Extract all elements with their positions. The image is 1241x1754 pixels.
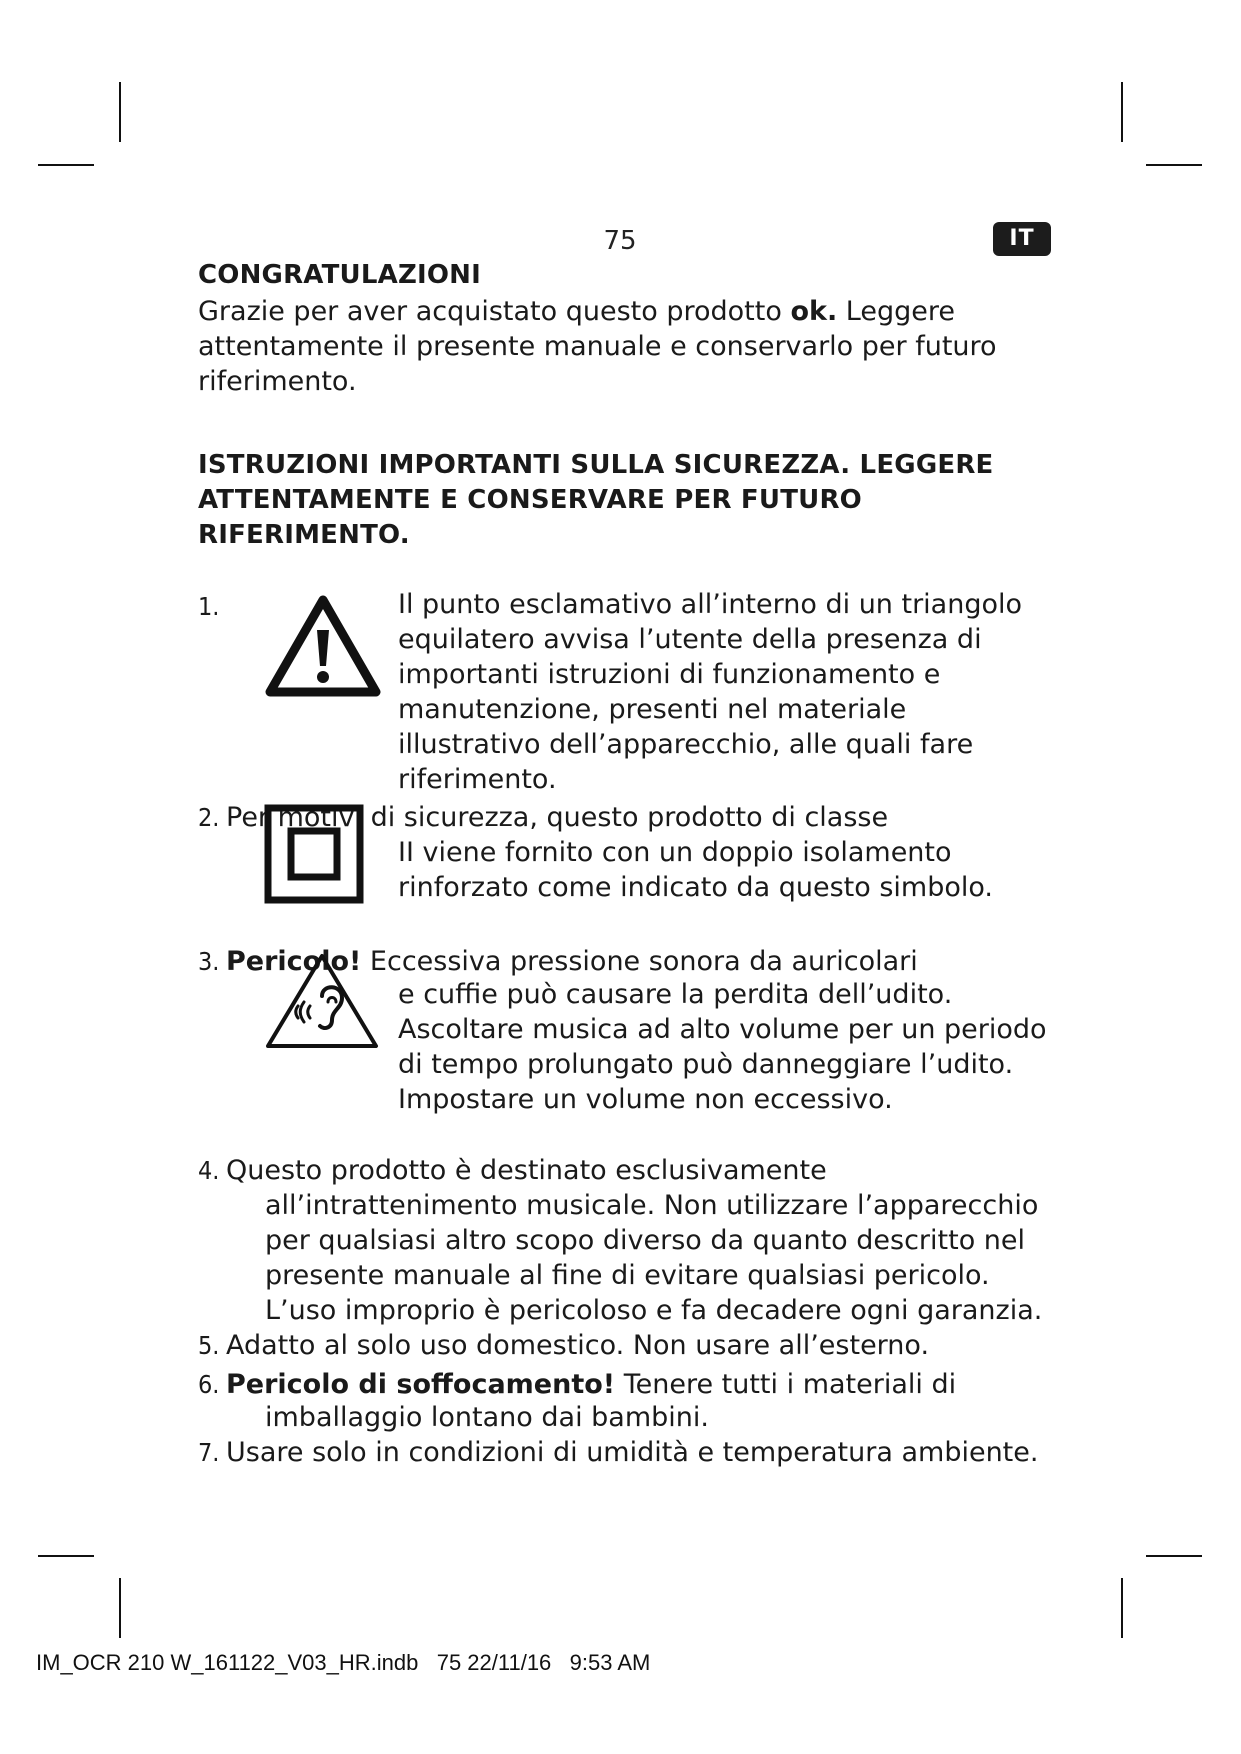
item-3-line1: Eccessiva pressione sonora da auricolari: [361, 946, 918, 977]
item-2-text-rest: II viene fornito con un doppio isolamento rinforzato come indicato da questo simbolo.: [398, 837, 993, 903]
crop-mark-top-left-vertical: [119, 82, 121, 142]
print-slug-footer: IM_OCR 210 W_161122_V03_HR.indb 75 22/11/16 9:53 AM: [36, 1650, 651, 1675]
item-4-text-line1: Questo prodotto è destinato esclusivamente: [226, 1155, 827, 1186]
hearing-danger-icon: [262, 950, 382, 1052]
item-6-line1: Tenere tutti i materiali di: [615, 1369, 957, 1400]
item-1-text: Il punto esclamativo all’interno di un triangolo equilatero avvisa l’utente della presenza di importanti istruzioni di funzionamento e manutenzione, presenti nel materiale illustrativo dell’apparecchio, alle quali fare riferimento.: [398, 589, 1023, 795]
item-4-number: 4.: [198, 1156, 220, 1185]
item-3-danger-label: Pericolo!: [226, 946, 362, 977]
item-2-number: 2.: [198, 803, 220, 832]
item-6-danger-label: Pericolo di soffocamento!: [226, 1369, 616, 1400]
congrats-title: CONGRATULAZIONI: [198, 260, 482, 290]
brand-name: ok.: [790, 296, 838, 327]
crop-mark-bottom-left-vertical: [119, 1578, 121, 1638]
crop-mark-bottom-right-horizontal: [1146, 1555, 1202, 1557]
item-1-number: 1.: [198, 592, 220, 621]
crop-mark-top-right-horizontal: [1146, 164, 1202, 166]
item-2-text-line1: Per motivi di sicurezza, questo prodotto di classe: [226, 802, 889, 833]
crop-mark-bottom-right-vertical: [1121, 1578, 1123, 1638]
item-6-number: 6.: [198, 1370, 220, 1399]
item-6-text-rest: imballaggio lontano dai bambini.: [265, 1402, 709, 1433]
item-3-number: 3.: [198, 947, 220, 976]
congrats-text-after: Leggere attentamente il presente manuale e conservarlo per futuro riferimento.: [198, 296, 997, 397]
item-3-text-rest: e cuffie può causare la perdita dell’udito. Ascoltare musica ad alto volume per un periodo di tempo prolungato può danneggiare l’udito. Impostare un volume non eccessivo.: [398, 979, 1047, 1115]
safety-heading: ISTRUZIONI IMPORTANTI SULLA SICUREZZA. LEGGERE ATTENTAMENTE E CONSERVARE PER FUTURO RIFERIMENTO.: [198, 450, 994, 550]
item-6-text-line1: [226, 1367, 1046, 1402]
class-ii-double-square-icon: [264, 804, 364, 904]
crop-mark-top-left-horizontal: [38, 164, 94, 166]
item-7-number: 7.: [198, 1438, 220, 1467]
item-4-text-rest: all’intrattenimento musicale. Non utilizzare l’apparecchio per qualsiasi altro scopo diverso da quanto descritto nel presente manuale al fine di evitare qualsiasi pericolo. L’uso improprio è pericoloso e fa decadere ogni garanzia.: [265, 1190, 1043, 1326]
item-5-number: 5.: [198, 1331, 220, 1360]
item-5-text: Adatto al solo uso domestico. Non usare all’esterno.: [226, 1330, 930, 1361]
warning-triangle-icon: [264, 592, 382, 700]
page-number: 75: [603, 226, 637, 256]
crop-mark-bottom-left-horizontal: [38, 1555, 94, 1557]
language-badge: IT: [993, 222, 1051, 256]
crop-mark-top-right-vertical: [1121, 82, 1123, 142]
congrats-text-before: Grazie per aver acquistato questo prodotto: [198, 296, 791, 327]
item-7-text: Usare solo in condizioni di umidità e temperatura ambiente.: [226, 1437, 1039, 1468]
congrats-paragraph: [198, 294, 1018, 399]
